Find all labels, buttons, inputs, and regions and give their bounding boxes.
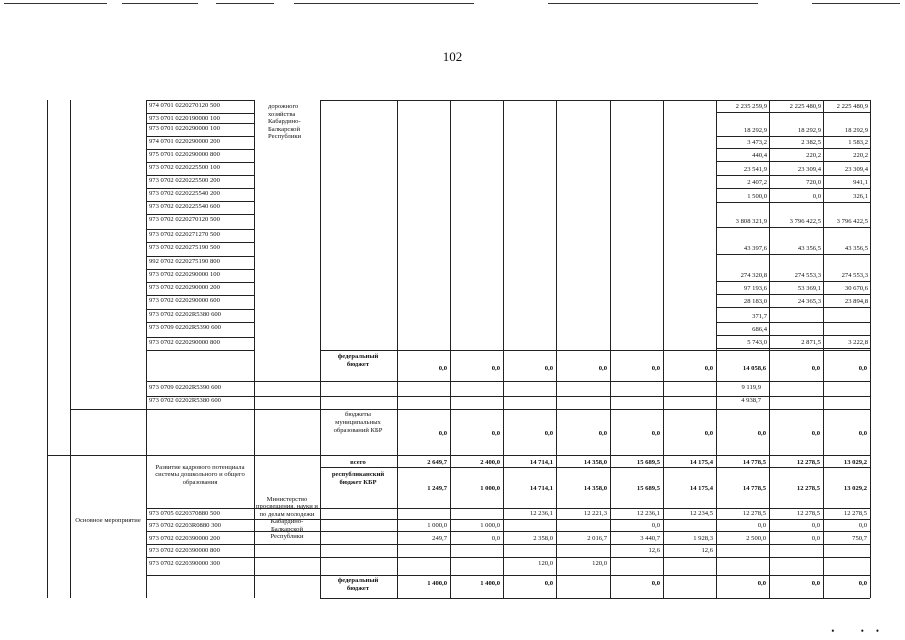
row-rule [146,531,870,532]
amount-value: 3 222,8 [848,339,868,346]
budget-code: 973 0702 0220390000 300 [149,560,220,567]
amount-value: 15 689,5 [636,485,660,492]
amount-value: 12 236,1 [529,510,553,517]
amount-value: 5 743,0 [747,339,767,346]
amount-value: 0,0 [651,365,660,372]
row-rule [146,455,254,456]
amount-value: 0,0 [812,193,821,200]
budget-code: 974 0701 0220270120 500 [149,102,220,109]
amount-value: 0,0 [491,430,500,437]
amount-value: 2 225 480,9 [789,103,821,110]
amount-value: 0,0 [811,580,820,587]
row-rule [146,309,254,310]
amount-value: 13 029,2 [843,485,867,492]
row-rule [146,350,254,351]
column-rule [870,100,871,598]
amount-value: 14 778,5 [742,485,766,492]
amount-value: 0,0 [811,522,820,529]
column-rule [556,100,557,598]
column-rule [70,100,71,598]
total-value: 14 714,1 [529,459,553,466]
amount-value: 120,0 [592,560,607,567]
row-rule [146,396,870,397]
amount-value: 43 356,5 [797,245,821,252]
row-rule [146,201,254,202]
funding-source-label: федеральный [337,353,379,360]
budget-code: 973 0702 02202R5380 600 [149,311,221,318]
row-rule [146,519,870,520]
row-rule [716,202,870,203]
row-rule [320,598,870,599]
row-rule [146,337,254,338]
amount-value: 14 714,1 [529,485,553,492]
amount-value: 12 278,5 [843,510,867,517]
total-value: 14 175,4 [689,459,713,466]
column-rule [503,100,504,598]
amount-value: 30 670,6 [844,285,868,292]
amount-value: 0,0 [811,365,820,372]
row-rule [146,557,870,558]
row-rule [320,467,870,468]
amount-value: 0,0 [858,430,867,437]
amount-value: 18 292,9 [844,127,868,134]
column-rule [47,100,48,598]
amount-value: 0,0 [438,365,447,372]
page-number: 102 [442,49,463,64]
amount-value: 371,7 [752,313,767,320]
row-rule [716,148,870,149]
row-rule [716,335,870,336]
budget-code: 973 0702 0220271270 500 [149,231,220,238]
executor-label: Министерство просвещения, науки и по делам молодежи Кабардино-Балкарской Республики [256,496,318,541]
budget-code: 975 0701 0220290000 800 [149,151,220,158]
budget-code: 973 0702 0220390000 200 [149,535,220,542]
amount-value: 4 938,7 [741,397,761,404]
row-rule [146,113,254,114]
row-rule [716,281,870,282]
column-rule [320,100,321,598]
funding-source-label: федеральный [337,577,379,584]
amount-value: 12 236,1 [636,510,660,517]
budget-code: 973 0702 0220290000 200 [149,284,220,291]
amount-value: 0,0 [757,430,766,437]
executor-label: Балкарской [268,125,301,133]
amount-value: 53 369,1 [797,285,821,292]
amount-value: 1 000,0 [480,485,500,492]
amount-value: 2 358,0 [533,535,553,542]
budget-code: 973 0701 0220190000 100 [149,115,220,122]
amount-value: 750,7 [852,535,867,542]
amount-value: 220,2 [853,152,868,159]
row-rule [146,269,254,270]
funding-source-label: образований КБР [333,427,383,434]
row-rule [146,149,254,150]
row-rule [716,112,870,113]
row-rule [716,161,870,162]
amount-value: 0,0 [704,365,713,372]
executor-label: Республики [268,133,302,141]
row-rule [716,175,870,176]
amount-value: 14 058,6 [742,365,766,372]
amount-value: 3 808 321,9 [735,218,767,225]
amount-value: 18 292,9 [797,127,821,134]
row-rule [716,188,870,189]
row-rule [320,350,870,351]
amount-value: 12,6 [648,547,660,554]
budget-code: 973 0702 0220225500 100 [149,164,220,171]
total-value: 13 029,2 [843,459,867,466]
amount-value: 0,0 [491,365,500,372]
budget-code: 973 0702 0220390000 800 [149,547,220,554]
row-rule [146,322,254,323]
row-rule [146,256,254,257]
amount-value: 720,0 [806,179,821,186]
total-value: 2 649,7 [427,459,447,466]
amount-value: 14 175,4 [689,485,713,492]
amount-value: 12 278,5 [796,485,820,492]
amount-value: 12 278,5 [742,510,766,517]
amount-value: 43 356,5 [844,245,868,252]
amount-value: 0,0 [811,535,820,542]
amount-value: 9 119,9 [741,384,761,391]
amount-value: 0,0 [491,535,500,542]
amount-value: 14 358,0 [583,485,607,492]
amount-value: 23 894,8 [844,298,868,305]
amount-value: 0,0 [598,430,607,437]
footer-marks: • •• [831,626,891,636]
amount-value: 0,0 [651,580,660,587]
amount-value: 2 871,5 [801,339,821,346]
row-rule [716,227,870,228]
amount-value: 24 365,3 [797,298,821,305]
budget-code: 973 0702 0220225500 200 [149,177,220,184]
total-value: 12 278,5 [796,459,820,466]
row-rule [716,348,870,349]
funding-source-label: республиканский [331,471,385,478]
amount-value: 0,0 [438,430,447,437]
amount-value: 2 016,7 [587,535,607,542]
amount-value: 220,2 [806,152,821,159]
budget-code: 973 0705 0220370880 500 [149,510,220,517]
funding-source-label: бюджет [346,585,370,592]
row-rule [146,214,254,215]
amount-value: 274 553,3 [841,272,868,279]
amount-value: 0,0 [544,365,553,372]
amount-value: 18 292,9 [743,127,767,134]
budget-code: 973 0701 0220290000 100 [149,125,220,132]
budget-code: 973 0702 0220290000 600 [149,297,220,304]
amount-value: 0,0 [858,365,867,372]
budget-code: 973 0702 0220225540 600 [149,203,220,210]
amount-value: 1 249,7 [427,485,447,492]
amount-value: 97 193,6 [743,285,767,292]
row-rule [146,282,254,283]
amount-value: 1 000,0 [480,522,500,529]
row-rule [716,307,870,308]
amount-value: 0,0 [651,430,660,437]
amount-value: 0,0 [598,365,607,372]
row-rule [146,544,870,545]
amount-value: 326,1 [853,193,868,200]
funding-source-label: муниципальных [335,419,381,426]
row-rule [146,381,870,382]
row-rule [146,123,254,124]
amount-value: 1 928,3 [693,535,713,542]
amount-value: 12 234,5 [689,510,713,517]
column-rule [254,100,255,598]
amount-value: 1 583,2 [848,139,868,146]
amount-value: 3 796 422,5 [836,218,868,225]
budget-code: 973 0702 0220290000 100 [149,271,220,278]
amount-value: 120,0 [538,560,553,567]
amount-value: 0,0 [651,522,660,529]
budget-code: 992 0702 0220275190 800 [149,258,220,265]
amount-value: 3 440,7 [640,535,660,542]
executor-label: Кабардино- [268,118,301,126]
amount-value: 23 309,4 [797,166,821,173]
budget-code: 974 0701 0220290000 200 [149,138,220,145]
amount-value: 43 397,6 [743,245,767,252]
amount-value: 12 221,3 [583,510,607,517]
amount-value: 2 225 480,9 [836,103,868,110]
budget-code: 973 0709 02202R5390 600 [149,324,221,331]
amount-value: 0,0 [757,522,766,529]
amount-value: 0,0 [858,580,867,587]
row-rule [146,175,254,176]
total-value: 14 778,5 [742,459,766,466]
total-value: 14 358,0 [583,459,607,466]
amount-value: 274 553,3 [794,272,821,279]
row-rule [146,188,254,189]
row-rule [716,254,870,255]
amount-value: 249,7 [432,535,447,542]
amount-value: 12,6 [701,547,713,554]
budget-code: 973 0702 02203R0880 300 [149,522,221,529]
amount-value: 1 500,0 [747,193,767,200]
row-rule [146,136,254,137]
event-status: Основное мероприятие [75,517,141,524]
executor-label: хозяйства [268,110,296,118]
amount-value: 1 400,0 [480,580,500,587]
amount-value: 941,1 [853,179,868,186]
row-rule [146,100,254,101]
amount-value: 1 400,0 [427,580,447,587]
amount-value: 686,4 [752,326,767,333]
amount-value: 3 473,2 [747,139,767,146]
budget-code: 973 0702 0220290000 800 [149,339,220,346]
amount-value: 274 320,8 [740,272,767,279]
amount-value: 0,0 [811,430,820,437]
row-rule [716,136,870,137]
amount-value: 0,0 [544,430,553,437]
row-rule [146,575,870,576]
amount-value: 23 309,4 [844,166,868,173]
amount-value: 0,0 [544,580,553,587]
amount-value: 2 407,2 [747,179,767,186]
amount-value: 440,4 [752,152,767,159]
amount-value: 2 235 259,9 [735,103,767,110]
event-name: Развитие кадрового потенциала системы дошкольного и общего образования [155,464,245,486]
amount-value: 0,0 [858,522,867,529]
funding-source-label: бюджеты [344,411,371,418]
funding-source-label: бюджет КБР [339,479,377,486]
row-rule [146,295,254,296]
amount-value: 2 500,0 [746,535,766,542]
amount-value: 12 278,5 [796,510,820,517]
amount-value: 0,0 [757,580,766,587]
row-rule [146,229,254,230]
row-rule [146,508,870,509]
executor-label: дорожного [268,103,299,110]
budget-code: 973 0702 0220225540 200 [149,190,220,197]
amount-value: 0,0 [704,430,713,437]
row-rule [716,322,870,323]
amount-value: 3 796 422,5 [789,218,821,225]
total-value: 2 400,0 [480,459,500,466]
row-rule [320,100,870,101]
amount-value: 1 000,0 [427,522,447,529]
row-rule [146,242,254,243]
amount-value: 23 541,9 [743,166,767,173]
budget-code: 973 0702 0220270120 500 [149,216,220,223]
column-rule [663,100,664,598]
budget-code: 973 0702 02202R5380 600 [149,397,221,404]
budget-code: 973 0702 0220275190 500 [149,244,220,251]
total-value: 15 689,5 [636,459,660,466]
amount-value: 2 382,5 [801,139,821,146]
budget-code: 973 0709 02202R5390 600 [149,384,221,391]
amount-value: 28 183,0 [743,298,767,305]
funding-source-label: бюджет [346,361,370,368]
row-rule [70,409,870,410]
row-rule [716,294,870,295]
total-label: всего [350,459,366,466]
row-rule [146,162,254,163]
